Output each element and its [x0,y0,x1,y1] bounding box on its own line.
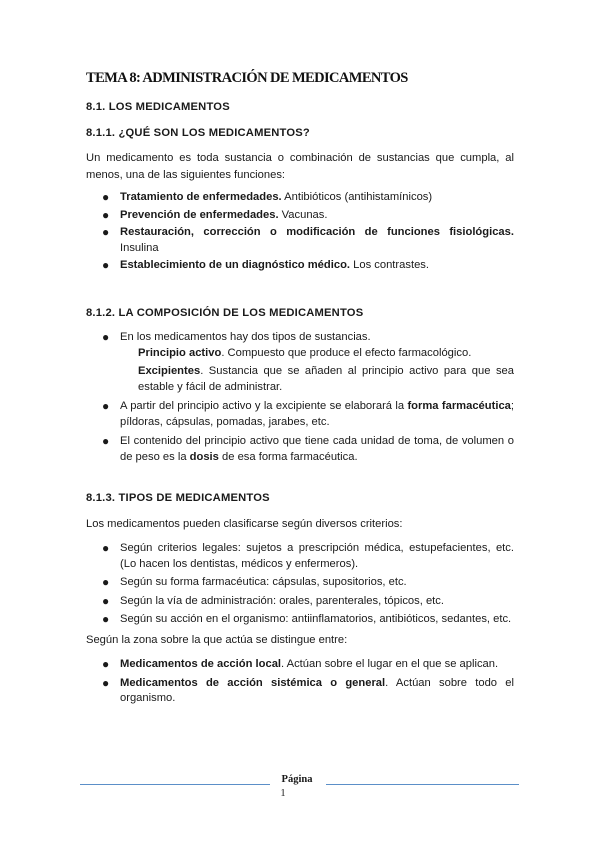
list-item [86,190,514,206]
section-heading-8-1: 8.1. LOS MEDICAMENTOS [86,101,230,113]
section-heading-8-1-2: 8.1.2. LA COMPOSICIÓN DE LOS MEDICAMENTOS [86,307,364,319]
footer-rule-right [326,784,519,785]
list-item [86,594,514,610]
item-bold: Tratamiento de enfermedades. [120,191,282,203]
item-bold: Medicamentos de acción local [120,658,282,670]
item-bold: Establecimiento de un diagnóstico médico. [120,259,351,271]
bullet-icon: ● [102,399,110,413]
footer-page-label: Página [281,774,313,785]
list-item [86,541,514,572]
item-bold: Principio activo [138,346,222,359]
item-text: . Actúan sobre el lugar en el que se aplican. [281,658,499,670]
bullet-icon: ● [102,258,110,272]
page-number: 1 [280,788,286,799]
item-text: En los medicamentos hay dos tipos de sustancias. [120,331,371,343]
item-text: Según criterios legales: sujetos a prescripción médica, estupefacientes, etc. (Lo hacen los dentistas, médicos y enfermeros). [120,542,514,570]
zona-list [86,657,514,707]
bullet-icon: ● [102,434,110,448]
bullet-icon: ● [102,612,110,626]
list-item [86,676,514,707]
item-bold: Medicamentos de acción sistémica o general [120,676,386,689]
item-bold: dosis [189,450,219,463]
item-text: Los contrastes. [350,259,429,271]
sub-item-principio-activo [86,346,514,362]
functions-list [86,190,514,274]
item-text: . Sustancia que se añaden al principio activo para que sea estable y fácil de administrar. [138,365,514,393]
item-bold: forma farmacéutica [407,400,511,412]
section-heading-8-1-1: 8.1.1. ¿QUÉ SON LOS MEDICAMENTOS? [86,127,310,139]
composition-list [86,330,514,465]
list-item [86,330,514,346]
item-text: Según su forma farmacéutica: cápsulas, supositorios, etc. [120,576,407,588]
item-bold: Prevención de enfermedades. [120,208,279,221]
section-heading-8-1-3: 8.1.3. TIPOS DE MEDICAMENTOS [86,492,270,504]
item-text: Antibióticos (antihistamínicos) [281,191,433,203]
bullet-icon: ● [102,593,110,608]
paragraph-classification: Los medicamentos pueden clasificarse según diversos criterios: [86,518,403,530]
list-item [86,575,514,591]
list-item [86,399,514,430]
types-list [86,541,514,628]
item-text: Insulina [120,241,159,254]
bullet-icon: ● [102,675,110,690]
document-title: TEMA 8: ADMINISTRACIÓN DE MEDICAMENTOS [86,70,408,86]
list-item [86,657,514,673]
item-text: de esa forma farmacéutica. [218,450,358,463]
item-text: ; píldoras, cápsulas, pomadas, jarabes, etc. [120,400,515,428]
item-text: . Compuesto que produce el efecto farmacológico. [221,346,472,359]
bullet-icon: ● [102,575,110,589]
item-bold: Restauración, corrección o modificación de funciones fisiológicas. [120,226,514,238]
list-item [86,258,514,274]
footer-rule-left [80,784,270,785]
paragraph-definition: Un medicamento es toda sustancia o combinación de sustancias que cumpla, al menos, una de las siguientes funciones: [86,152,514,181]
bullet-icon: ● [102,541,110,555]
item-text: A partir del principio activo y la excipiente se elaborará la [120,400,408,412]
sub-item-excipientes [86,364,514,395]
item-text: El contenido del principio activo que tiene cada unidad de toma, de volumen o de peso es la [120,435,514,463]
item-text: Vacunas. [278,208,328,221]
list-item [86,225,514,256]
list-item [86,612,514,628]
item-text: Según su acción en el organismo: antiinflamatorios, antibióticos, sedantes, etc. [120,613,512,625]
item-text: . Actúan sobre todo el organismo. [120,676,514,704]
bullet-icon: ● [102,190,110,204]
item-bold: Excipientes [138,365,201,377]
paragraph-zona: Según la zona sobre la que actúa se distingue entre: [86,634,348,646]
list-item [86,434,514,465]
bullet-icon: ● [102,225,110,239]
bullet-icon: ● [102,657,110,671]
list-item [86,208,514,224]
bullet-icon: ● [102,207,110,222]
bullet-icon: ● [102,330,110,344]
item-text: Según la vía de administración: orales, parenterales, tópicos, etc. [120,594,444,607]
